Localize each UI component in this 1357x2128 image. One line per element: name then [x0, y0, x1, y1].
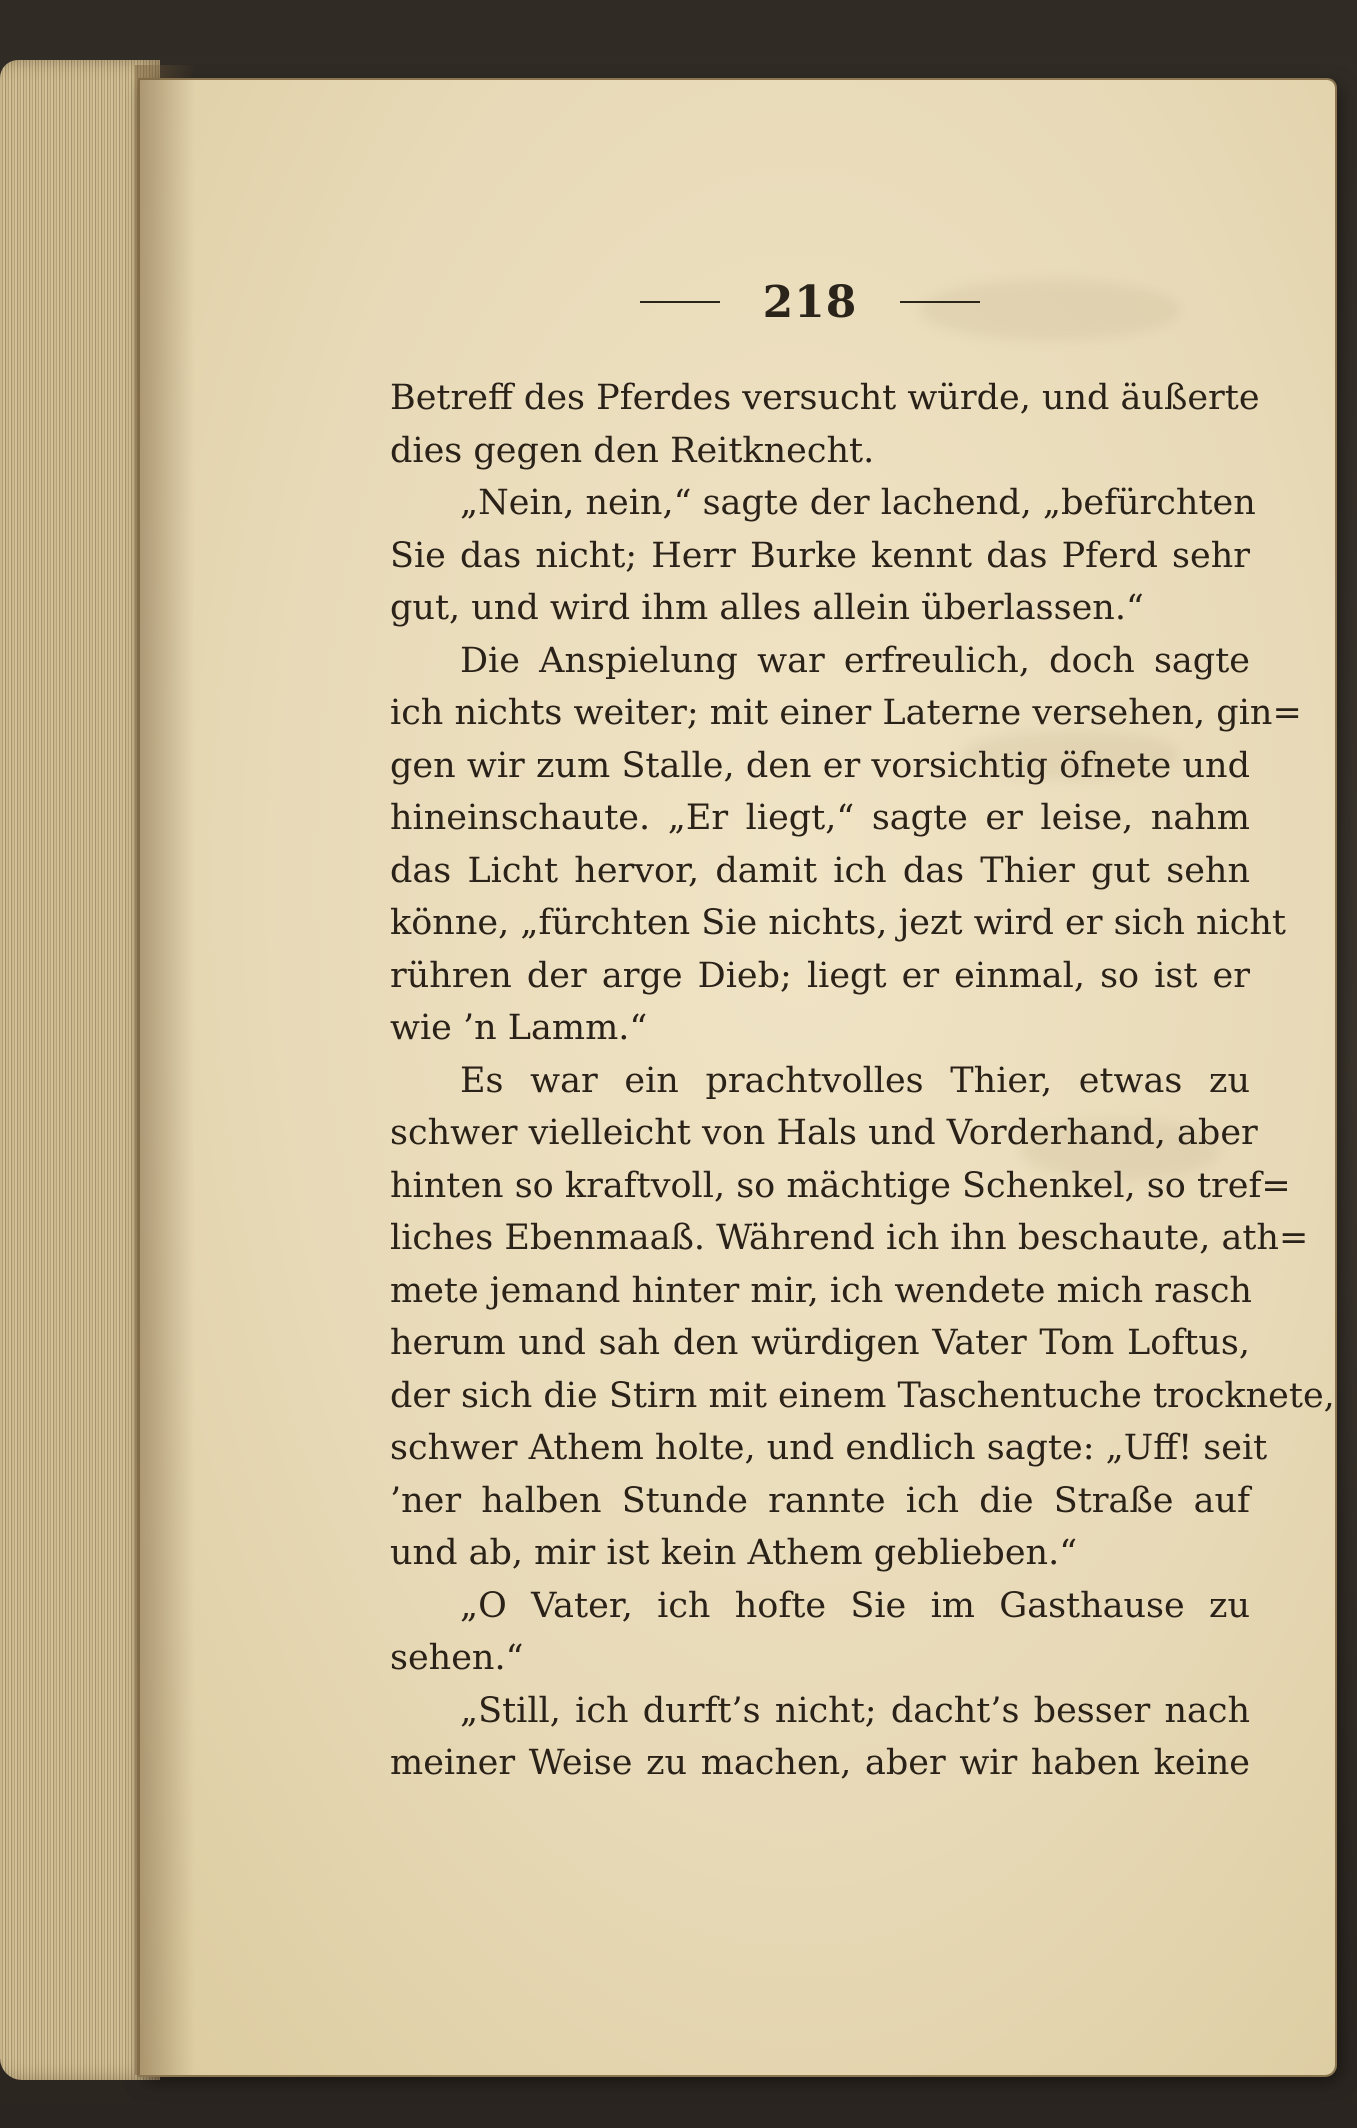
text-line: Die Anspielung war erfreulich, doch sagte [460, 640, 1250, 681]
text-line: ich nichts weiter; mit einer Laterne versehen, gin= [390, 693, 1302, 733]
text-line: der sich die Stirn mit einem Taschentuche trocknete, [390, 1375, 1335, 1416]
text-line: meiner Weise zu machen, aber wir haben keine [390, 1743, 1250, 1783]
text-line: dies gegen den Reitknecht. [390, 430, 875, 471]
text-line: das Licht hervor, damit ich das Thier gut sehn [390, 850, 1250, 891]
text-line: Es war ein prachtvolles Thier, etwas zu [460, 1060, 1250, 1101]
header-rule-left [640, 301, 720, 303]
text-line: herum und sah den würdigen Vater Tom Loftus, [390, 1323, 1250, 1363]
page-number: 218 [762, 276, 858, 328]
text-line: rühren der arge Dieb; liegt er einmal, so ist er [390, 955, 1250, 996]
text-line: hineinschaute. „Er liegt,“ sagte er leise, nahm [390, 798, 1250, 838]
text-line: schwer vielleicht von Hals und Vorderhand, aber [390, 1113, 1258, 1153]
text-line: wie ’n Lamm.“ [390, 1008, 648, 1048]
text-line: „Still, ich durft’s nicht; dacht’s besser nach [460, 1690, 1250, 1731]
text-line: hinten so kraftvoll, so mächtige Schenkel, so tref= [390, 1165, 1291, 1206]
page-gutter-shadow [135, 65, 195, 2075]
page-header [640, 272, 980, 332]
text-line: Sie das nicht; Herr Burke kennt das Pferd sehr [390, 535, 1250, 576]
body-text [390, 372, 1335, 1790]
text-line: gut, und wird ihm alles allein überlassen.“ [390, 588, 1144, 628]
text-line: und ab, mir ist kein Athem geblieben.“ [390, 1533, 1078, 1573]
text-line: ’ner halben Stunde rannte ich die Straße auf [390, 1480, 1250, 1521]
header-rule-right [900, 301, 980, 303]
text-line: liches Ebenmaaß. Während ich ihn beschaute, ath= [390, 1218, 1309, 1258]
text-line: Betreff des Pferdes versucht würde, und äußerte [390, 378, 1260, 418]
text-line: sehen.“ [390, 1638, 524, 1678]
text-line: schwer Athem holte, und endlich sagte: „Uff! seit [390, 1428, 1268, 1468]
text-line: könne, „fürchten Sie nichts, jezt wird er sich nicht [390, 903, 1286, 943]
text-line: „O Vater, ich hofte Sie im Gasthause zu [460, 1585, 1250, 1626]
text-line: mete jemand hinter mir, ich wendete mich rasch [390, 1270, 1252, 1311]
text-line: gen wir zum Stalle, den er vorsichtig öfnete und [390, 745, 1250, 786]
text-line: „Nein, nein,“ sagte der lachend, „befürchten [460, 483, 1256, 523]
